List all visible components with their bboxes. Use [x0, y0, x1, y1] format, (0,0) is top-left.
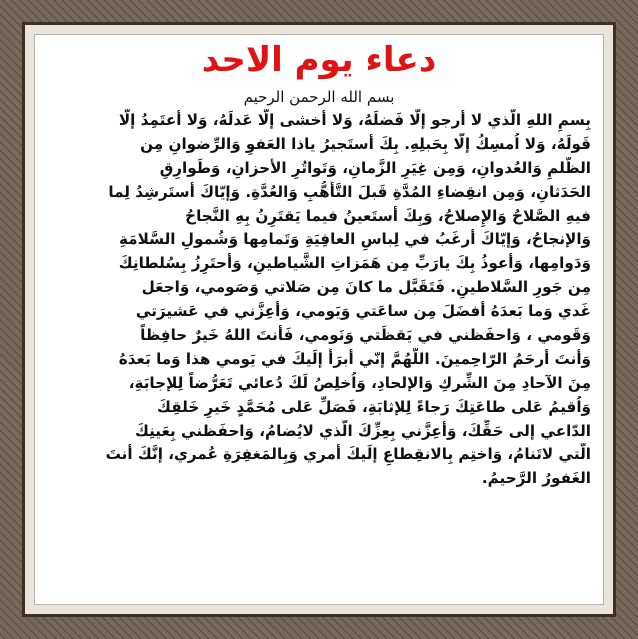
prayer-line: قَولَهُ، وَلا اُمسِكُ إلّا بِحَبلِهِ. بِكَ أستَجيرُ ياذا العَفوِ وَالرِّضوانِ مِن — [140, 134, 591, 153]
prayer-card — [34, 34, 604, 605]
page-title: دعاء يوم الاحد — [201, 40, 437, 80]
prayer-line: وَقَومي ، وَاحفَظني في يَقظَتي وَنَومي، فَأنتَ اللهُ خَيرٌ حافِظاً — [140, 326, 591, 345]
prayer-line: الدّاعي إلى حَقِّكَ، وَأعِزَّني بِعِزِّكَ الَّذي لايُضامُ، وَاحفَظني بِعَينِكَ — [134, 421, 591, 440]
prayer-line: غَدي وَما بَعدَهُ أفضَلَ مِن ساعَتي وَيَومي، وَأعِزَّني في عَشيرَتي — [135, 302, 591, 321]
prayer-line: الحَدَثانِ، وَمِن انقِضاءِ المُدَّةِ قَبلَ التَّأَهُّبِ وَالعُدَّةِ. وَإيّاكَ أستَرشِدُ لِما — [108, 182, 591, 201]
prayer-line: وَدَوامِها، وَأعوذُ بِكَ يارَبِّ مِن هَمَزاتِ الشَّياطينِ، وَأحتَرِزُ بِسُلطانِكَ — [118, 254, 591, 273]
prayer-line: وَأنتَ أرحَمُ الرّاحِمينَ. اللّهُمَّ إنّي أبرَأُ إلَيكَ في يَومي هذا وَما بَعدَهُ — [118, 349, 591, 368]
prayer-line: الظُّلمِ وَالعُدوانِ، وَمِن غِيَرِ الزَّمانِ، وَتَواتُرِ الأحزانِ، وَطَوارِقِ — [159, 158, 591, 177]
prayer-line: وَالإنجاحُ، وَإيّاكَ أرغَبُ في لِباسِ العافِيَةِ وَتَمامِها وَشُمولِ السَّلامَةِ — [118, 230, 591, 249]
prayer-line: الَّتي لاتَنامُ، وَاختِم بِالانقِطاعِ إلَيكَ أمري وَبِالمَغفِرَةِ عُمري، إنَّكَ أنتَ — [105, 445, 591, 464]
prayer-line: بِسمِ اللهِ الَّذي لا أرجو إلّا فَضلَهُ، وَلا أخشى إلّا عَدلَهُ، وَلا أعتَمِدُ إلّا — [118, 111, 591, 129]
prayer-line: مِن جَورِ السَّلاطينِ. فَتَقَبَّل ما كانَ مِن صَلاتي وَصَومي، وَاجعَل — [141, 278, 591, 297]
prayer-line: الغَفورُ الرَّحيمُ. — [481, 469, 591, 488]
prayer-line: وَاُقيمُ عَلى طاعَتِكَ رَجاءً لِلإثابَةِ، فَصَلِّ عَلى مُحَمَّدٍ خَيرِ خَلقِكَ — [157, 397, 591, 416]
basmala-subtitle: بسم الله الرحمن الرحيم — [243, 88, 395, 106]
prayer-line: مِنَ الآحادِ مِنَ الشِّركِ وَالإلحادِ، وَاُخلِصُ لَكَ دُعائي تَعَرُّضاً لِلإجابَةِ، — [128, 373, 591, 392]
prayer-line: فيهِ الصَّلاحُ وَالإِصلاحُ، وَبِكَ أستَعينُ فيما يَقتَرِنُ بِهِ النَّجاحُ — [185, 206, 591, 225]
prayer-body — [49, 109, 591, 491]
